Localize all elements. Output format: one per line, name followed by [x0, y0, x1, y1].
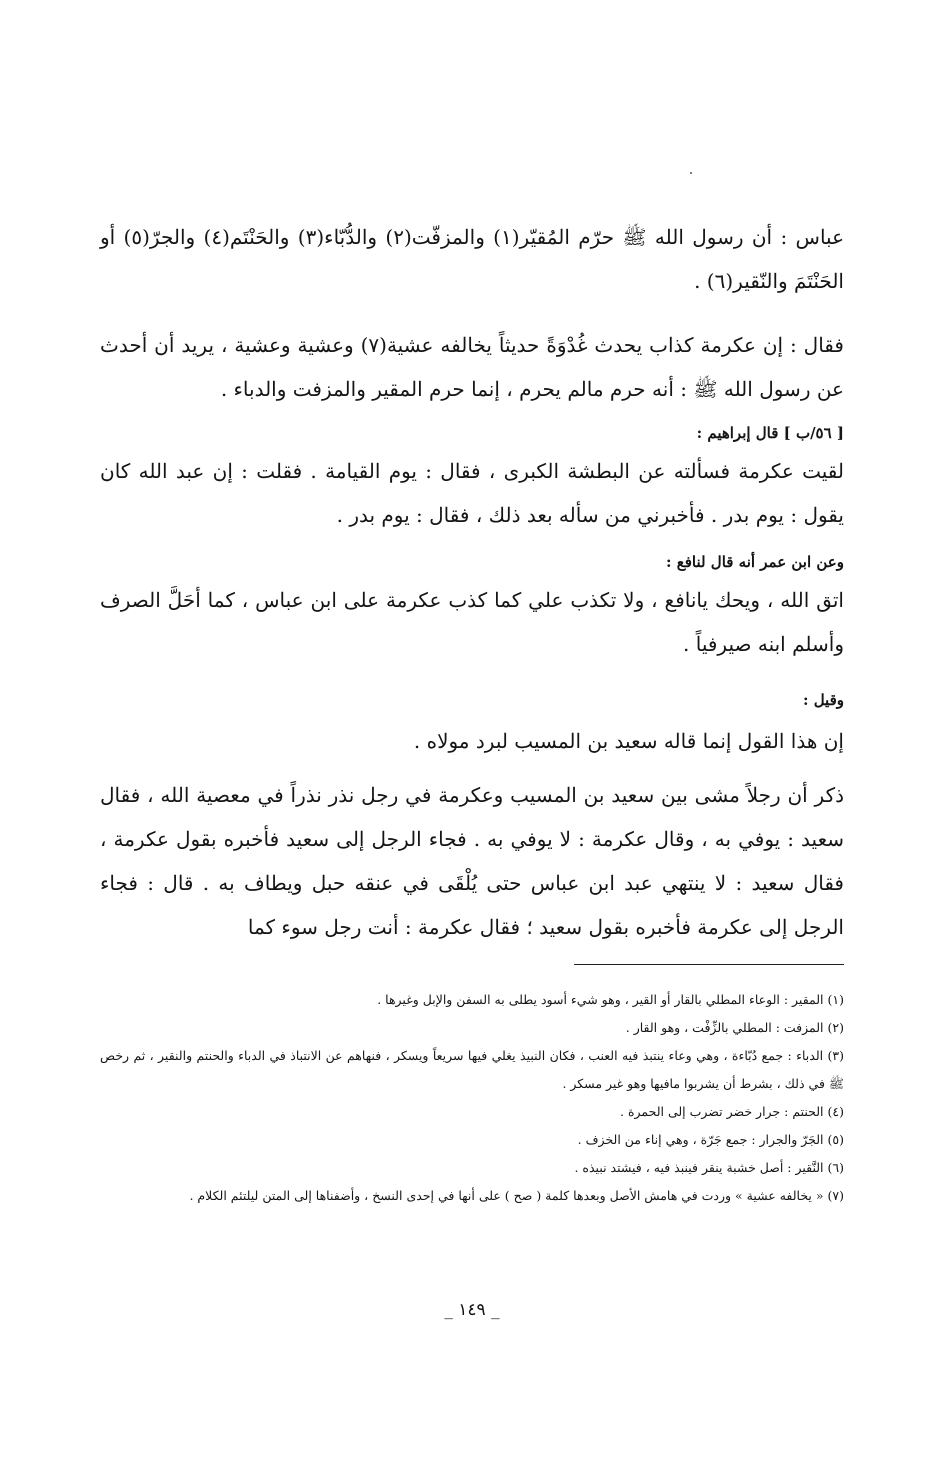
scan-speck — [690, 172, 692, 174]
footnotes — [100, 986, 844, 1210]
footnote-3: (٣) الدباء : جمع دُبّاءة ، وهي وعاء ينتبذ فيه العنب ، فكان النبيذ يغلي فيها سريعاً ويسكر ، فنهاهم عن الانتباذ في الدباء والحنتم والنقير ، ثم رخص ﷺ في ذلك ، بشرط أن يشربوا مافيها وهو غير مسكر . — [100, 1048, 844, 1091]
heading-ibn-umar: وعن ابن عمر أنه قال لنافع : — [666, 553, 844, 571]
footnote-5: (٥) الجَرّ والجرار : جمع جَرّة ، وهي إناء من الخزف . — [577, 1132, 844, 1147]
paragraph-5: إن هذا القول إنما قاله سعيد بن المسيب لبرد مولاه . — [413, 729, 844, 753]
paragraph-1: عباس : أن رسول الله ﷺ حرّم المُقيّر(١) والمزفّت(٢) والدُّبّاء(٣) والحَنْتَم(٤) والجرّ(٥) أو الحَنْتَمَ والنّقير(٦) . — [100, 225, 845, 293]
footnote-4: (٤) الحنتم : جرار خضر تضرب إلى الحمرة . — [620, 1104, 844, 1119]
footnote-1: (١) المقير : الوعاء المطلي بالقار أو القير ، وهو شيء أسود يطلى به السفن والإبل وغيرها . — [377, 992, 844, 1007]
heading-qil: وقيل : — [802, 691, 844, 709]
paragraph-4: اتق الله ، ويحك يانافع ، ولا تكذب علي كما كذب عكرمة على ابن عباس ، كما أحَلَّ الصرف وأسلم ابنه صيرفياً . — [100, 588, 844, 656]
heading-ibrahim: [ ٥٦/ب ] قال إبراهيم : — [696, 424, 844, 442]
footnote-6: (٦) النَّقير : أصل خشبة ينقر فينبذ فيه ، فيشتد نبيذه . — [574, 1160, 844, 1175]
paragraph-6: ذكر أن رجلاً مشى بين سعيد بن المسيب وعكرمة في رجل نذر نذراً في معصية الله ، فقال سعيد : يوفي به ، وقال عكرمة : لا يوفي به . فجاء الرجل إلى سعيد فأخبره بقول عكرمة ، فقال سعيد : لا ينتهي عبد ابن عباس حتى يُلْقَى في عنقه حبل ويطاف به . قال : فجاء الرجل إلى عكرمة فأخبره بقول سعيد ؛ فقال عكرمة : أنت رجل سوء كما — [100, 783, 844, 939]
page-number: _ ١٤٩ _ — [444, 1300, 500, 1320]
paragraph-2: فقال : إن عكرمة كذاب يحدث غُدْوَةً حديثاً يخالفه عشية(٧) وعشية وعشية ، يريد أن أحدث عن رسول الله ﷺ : أنه حرم مالم يحرم ، إنما حرم المقير والمزفت والدباء . — [100, 333, 844, 401]
footnote-separator — [574, 964, 844, 965]
footnote-2: (٢) المزفت : المطلي بالزِّفْت ، وهو القار . — [625, 1020, 844, 1035]
footnote-7: (٧) « يخالفه عشية » وردت في هامش الأصل وبعدها كلمة ( صح ) على أنها في إحدى النسخ ، وأضفناها إلى المتن ليلتئم الكلام . — [189, 1188, 844, 1203]
paragraph-3: لقيت عكرمة فسألته عن البطشة الكبرى ، فقال : يوم القيامة . فقلت : إن عبد الله كان يقول : يوم بدر . فأخبرني من سأله بعد ذلك ، فقال : يوم بدر . — [100, 459, 844, 527]
